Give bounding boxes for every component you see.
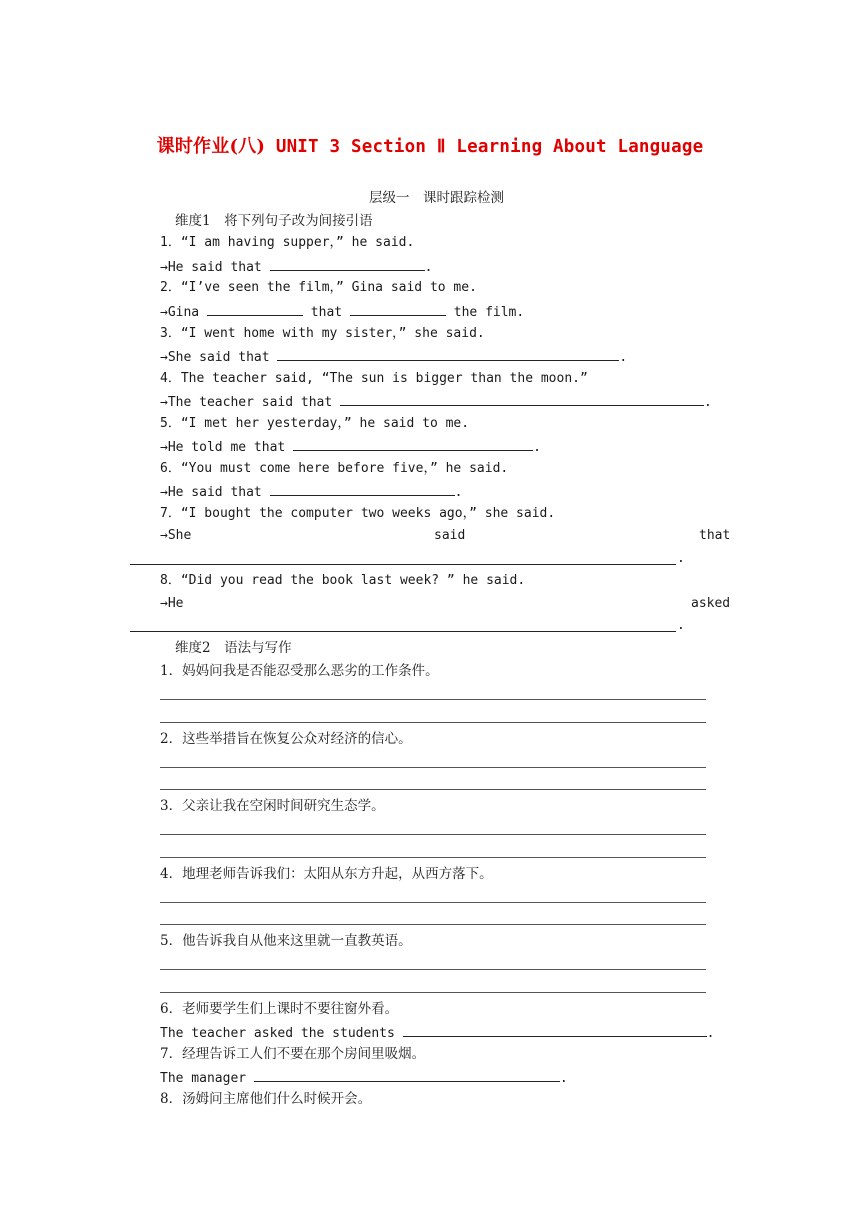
t6-blank[interactable]: [403, 1023, 707, 1037]
q2-answer-prefix: →Gina: [160, 305, 207, 320]
q8-prompt: 8．“Did you read the book last week? ” he said.: [160, 573, 526, 588]
q5-answer-prefix: →He told me that: [160, 440, 294, 455]
t1-answer-line-2[interactable]: [160, 722, 706, 723]
q6-blank[interactable]: [270, 482, 455, 496]
q4-blank[interactable]: [340, 392, 704, 406]
t3-answer-line-2[interactable]: [160, 857, 706, 858]
q2-blank-2[interactable]: [350, 302, 446, 316]
q6-answer: [160, 482, 462, 502]
t6-answer: [160, 1023, 714, 1043]
q7-word-2: said: [434, 528, 466, 543]
q1-blank[interactable]: [270, 257, 425, 271]
q2-blank-1[interactable]: [207, 302, 303, 316]
q5-answer-suffix: .: [533, 440, 541, 455]
q2-prompt: 2．“I’ve seen the film，” Gina said to me.: [160, 280, 477, 295]
q7-word-3: that: [699, 528, 731, 543]
q7-period: .: [677, 551, 685, 566]
q3-prompt: 3．“I went home with my sister，” she said.: [160, 326, 485, 341]
t7-answer-prefix: The manager: [160, 1071, 254, 1086]
q8-word-1: →He: [160, 596, 184, 611]
t3-answer-line-1[interactable]: [160, 834, 706, 835]
q7-word-1: →She: [160, 528, 192, 543]
q5-answer: [160, 437, 541, 457]
dim2-heading: 维度2 语法与写作: [175, 640, 292, 656]
q6-answer-suffix: .: [454, 485, 463, 500]
t1-answer-line-1[interactable]: [160, 699, 706, 700]
q1-answer: [160, 257, 432, 277]
t2-answer-line-2[interactable]: [160, 789, 706, 790]
q6-prompt: 6．“You must come here before five，” he said.: [160, 461, 509, 476]
title-chinese: 课时作业(八): [156, 136, 266, 157]
q1-prompt: 1．“I am having supper，” he said.: [160, 235, 415, 250]
title-english: UNIT 3 Section Ⅱ Learning About Language: [275, 137, 704, 157]
t5-prompt: 5．他告诉我自从他来这里就一直教英语。: [160, 933, 412, 949]
t6-prompt: 6．老师要学生们上课时不要往窗外看。: [160, 1001, 399, 1017]
t8-prompt: 8．汤姆问主席他们什么时候开会。: [160, 1091, 372, 1107]
t5-answer-line-1[interactable]: [160, 969, 706, 970]
q5-blank[interactable]: [293, 437, 533, 451]
t3-prompt: 3．父亲让我在空闲时间研究生态学。: [160, 798, 385, 814]
q7-prompt: 7．“I bought the computer two weeks ago，” she said.: [160, 506, 556, 521]
t7-answer: [160, 1068, 568, 1088]
q4-answer-suffix: .: [704, 395, 712, 410]
q1-answer-prefix: →He said that: [160, 260, 270, 275]
t1-prompt: 1．妈妈问我是否能忍受那么恶劣的工作条件。: [160, 663, 439, 679]
q2-answer: [160, 302, 524, 322]
q3-blank[interactable]: [277, 347, 619, 361]
t2-answer-line-1[interactable]: [160, 767, 706, 768]
q2-answer-suffix: the film.: [445, 305, 525, 320]
t2-prompt: 2．这些举措旨在恢复公众对经济的信心。: [160, 731, 412, 747]
q4-prompt: 4．The teacher said, “The sun is bigger than the moon.”: [160, 371, 588, 386]
q4-answer-prefix: →The teacher said that: [160, 395, 341, 410]
q3-answer-prefix: →She said that: [160, 350, 278, 365]
q3-answer-suffix: .: [619, 350, 628, 365]
dim1-heading: 维度1 将下列句子改为间接引语: [175, 213, 373, 229]
t5-answer-line-2[interactable]: [160, 992, 706, 993]
q4-answer: [160, 392, 712, 412]
q8-blank[interactable]: [130, 631, 676, 632]
page-title: [0, 132, 860, 158]
level-heading: 层级一 课时跟踪检测: [369, 190, 504, 206]
q1-answer-suffix: .: [424, 260, 433, 275]
t6-answer-suffix: .: [706, 1026, 715, 1041]
q6-answer-prefix: →He said that: [160, 485, 270, 500]
t7-blank[interactable]: [254, 1068, 560, 1082]
q7-blank[interactable]: [130, 564, 676, 565]
q8-word-3: asked: [691, 596, 731, 611]
t4-prompt: 4．地理老师告诉我们：太阳从东方升起，从西方落下。: [160, 866, 493, 882]
q8-period: .: [677, 618, 685, 633]
t7-answer-suffix: .: [559, 1071, 568, 1086]
t4-answer-line-1[interactable]: [160, 902, 706, 903]
t4-answer-line-2[interactable]: [160, 924, 706, 925]
t6-answer-prefix: The teacher asked the students: [160, 1026, 403, 1041]
q3-answer: [160, 347, 627, 367]
q2-answer-middle: that: [302, 305, 350, 320]
t7-prompt: 7．经理告诉工人们不要在那个房间里吸烟。: [160, 1046, 426, 1062]
q5-prompt: 5．“I met her yesterday，” he said to me.: [160, 416, 470, 431]
